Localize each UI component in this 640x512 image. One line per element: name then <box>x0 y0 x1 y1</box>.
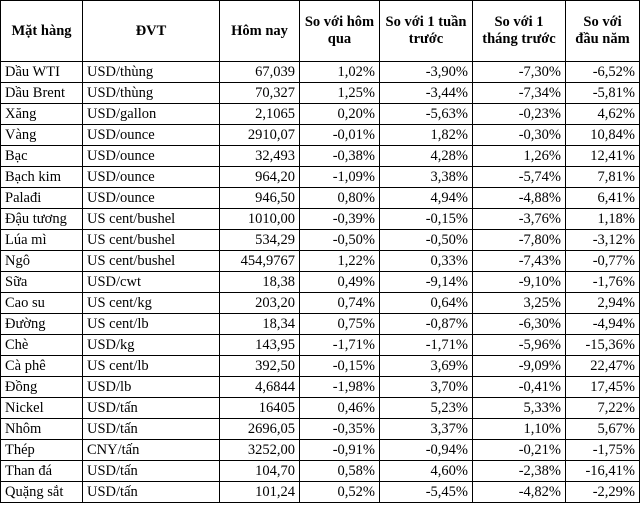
cell-vs-month: -7,34% <box>473 83 566 104</box>
cell-vs-yesterday: -0,91% <box>300 440 380 461</box>
cell-unit: USD/thùng <box>83 62 220 83</box>
cell-unit: CNY/tấn <box>83 440 220 461</box>
cell-unit: USD/cwt <box>83 272 220 293</box>
header-vs-week: So với 1 tuần trước <box>380 1 473 62</box>
table-row <box>1 146 640 167</box>
cell-vs-week: 4,28% <box>380 146 473 167</box>
cell-vs-month: -0,23% <box>473 104 566 125</box>
cell-unit: USD/ounce <box>83 125 220 146</box>
cell-commodity: Dầu WTI <box>1 62 83 83</box>
cell-unit: USD/ounce <box>83 146 220 167</box>
cell-vs-month: -9,09% <box>473 356 566 377</box>
cell-commodity: Than đá <box>1 461 83 482</box>
cell-commodity: Ngô <box>1 251 83 272</box>
cell-today: 67,039 <box>220 62 300 83</box>
cell-vs-week: -0,87% <box>380 314 473 335</box>
cell-commodity: Đường <box>1 314 83 335</box>
table-body <box>1 62 640 503</box>
cell-vs-month: -7,30% <box>473 62 566 83</box>
cell-today: 203,20 <box>220 293 300 314</box>
cell-today: 104,70 <box>220 461 300 482</box>
cell-unit: USD/kg <box>83 335 220 356</box>
cell-vs-year-start: 17,45% <box>566 377 640 398</box>
cell-vs-yesterday: 0,52% <box>300 482 380 503</box>
cell-vs-year-start: -3,12% <box>566 230 640 251</box>
table-row <box>1 230 640 251</box>
cell-vs-week: 0,64% <box>380 293 473 314</box>
cell-unit: USD/gallon <box>83 104 220 125</box>
table-row <box>1 335 640 356</box>
cell-today: 392,50 <box>220 356 300 377</box>
cell-vs-year-start: -4,94% <box>566 314 640 335</box>
cell-vs-year-start: 1,18% <box>566 209 640 230</box>
cell-today: 2,1065 <box>220 104 300 125</box>
table-row <box>1 125 640 146</box>
cell-commodity: Bạch kim <box>1 167 83 188</box>
cell-vs-week: -0,50% <box>380 230 473 251</box>
cell-commodity: Chè <box>1 335 83 356</box>
header-vs-yesterday: So với hôm qua <box>300 1 380 62</box>
cell-vs-year-start: -1,75% <box>566 440 640 461</box>
table-row <box>1 482 640 503</box>
cell-vs-month: -3,76% <box>473 209 566 230</box>
cell-vs-year-start: 7,22% <box>566 398 640 419</box>
cell-vs-year-start: -15,36% <box>566 335 640 356</box>
cell-vs-yesterday: -0,38% <box>300 146 380 167</box>
cell-vs-month: 3,25% <box>473 293 566 314</box>
cell-vs-year-start: -5,81% <box>566 83 640 104</box>
cell-vs-yesterday: -0,39% <box>300 209 380 230</box>
cell-unit: USD/ounce <box>83 167 220 188</box>
cell-vs-month: 1,26% <box>473 146 566 167</box>
cell-vs-yesterday: 0,46% <box>300 398 380 419</box>
header-today: Hôm nay <box>220 1 300 62</box>
cell-unit: USD/ounce <box>83 188 220 209</box>
cell-vs-week: -5,63% <box>380 104 473 125</box>
cell-vs-yesterday: 0,58% <box>300 461 380 482</box>
cell-vs-week: -5,45% <box>380 482 473 503</box>
cell-vs-week: 3,38% <box>380 167 473 188</box>
table-row <box>1 272 640 293</box>
cell-today: 18,38 <box>220 272 300 293</box>
header-vs-month: So với 1 tháng trước <box>473 1 566 62</box>
cell-vs-month: 5,33% <box>473 398 566 419</box>
table-row <box>1 461 640 482</box>
cell-vs-week: -9,14% <box>380 272 473 293</box>
cell-vs-month: -4,88% <box>473 188 566 209</box>
cell-commodity: Dầu Brent <box>1 83 83 104</box>
cell-unit: US cent/kg <box>83 293 220 314</box>
cell-vs-year-start: -2,29% <box>566 482 640 503</box>
cell-today: 32,493 <box>220 146 300 167</box>
table-row <box>1 377 640 398</box>
cell-vs-yesterday: -1,71% <box>300 335 380 356</box>
cell-unit: USD/tấn <box>83 482 220 503</box>
cell-vs-month: -0,41% <box>473 377 566 398</box>
cell-vs-week: 5,23% <box>380 398 473 419</box>
cell-unit: US cent/lb <box>83 314 220 335</box>
cell-vs-month: -6,30% <box>473 314 566 335</box>
cell-today: 18,34 <box>220 314 300 335</box>
cell-vs-year-start: 2,94% <box>566 293 640 314</box>
cell-vs-week: -1,71% <box>380 335 473 356</box>
cell-unit: USD/tấn <box>83 461 220 482</box>
cell-vs-year-start: -1,76% <box>566 272 640 293</box>
cell-vs-month: -4,82% <box>473 482 566 503</box>
cell-today: 534,29 <box>220 230 300 251</box>
cell-vs-week: 4,94% <box>380 188 473 209</box>
cell-today: 454,9767 <box>220 251 300 272</box>
table-row <box>1 440 640 461</box>
cell-today: 2910,07 <box>220 125 300 146</box>
cell-vs-year-start: 5,67% <box>566 419 640 440</box>
cell-vs-week: -3,90% <box>380 62 473 83</box>
cell-vs-yesterday: 1,02% <box>300 62 380 83</box>
cell-unit: USD/lb <box>83 377 220 398</box>
cell-vs-yesterday: -0,15% <box>300 356 380 377</box>
header-vs-year-start: So với đầu năm <box>566 1 640 62</box>
cell-vs-yesterday: 0,49% <box>300 272 380 293</box>
cell-vs-yesterday: 0,80% <box>300 188 380 209</box>
cell-commodity: Xăng <box>1 104 83 125</box>
cell-commodity: Đậu tương <box>1 209 83 230</box>
table-row <box>1 419 640 440</box>
cell-today: 964,20 <box>220 167 300 188</box>
cell-today: 1010,00 <box>220 209 300 230</box>
cell-vs-month: -2,38% <box>473 461 566 482</box>
cell-today: 16405 <box>220 398 300 419</box>
cell-unit: USD/tấn <box>83 419 220 440</box>
cell-commodity: Quặng sắt <box>1 482 83 503</box>
table-row <box>1 251 640 272</box>
cell-vs-year-start: -6,52% <box>566 62 640 83</box>
cell-vs-year-start: -16,41% <box>566 461 640 482</box>
cell-unit: USD/thùng <box>83 83 220 104</box>
header-commodity: Mặt hàng <box>1 1 83 62</box>
cell-vs-week: 4,60% <box>380 461 473 482</box>
cell-vs-week: 0,33% <box>380 251 473 272</box>
cell-vs-week: 3,69% <box>380 356 473 377</box>
cell-vs-yesterday: 1,25% <box>300 83 380 104</box>
cell-commodity: Vàng <box>1 125 83 146</box>
cell-commodity: Sữa <box>1 272 83 293</box>
table-row <box>1 314 640 335</box>
table-row <box>1 104 640 125</box>
cell-today: 70,327 <box>220 83 300 104</box>
cell-vs-month: -0,30% <box>473 125 566 146</box>
cell-vs-month: -9,10% <box>473 272 566 293</box>
cell-vs-month: -0,21% <box>473 440 566 461</box>
table-row <box>1 83 640 104</box>
cell-vs-month: -5,96% <box>473 335 566 356</box>
table-row <box>1 62 640 83</box>
cell-vs-year-start: 22,47% <box>566 356 640 377</box>
table-row <box>1 188 640 209</box>
header-unit: ĐVT <box>83 1 220 62</box>
cell-vs-week: 3,37% <box>380 419 473 440</box>
table-row <box>1 293 640 314</box>
cell-commodity: Bạc <box>1 146 83 167</box>
cell-commodity: Nhôm <box>1 419 83 440</box>
cell-vs-year-start: 10,84% <box>566 125 640 146</box>
cell-commodity: Cao su <box>1 293 83 314</box>
cell-today: 2696,05 <box>220 419 300 440</box>
cell-vs-yesterday: -1,09% <box>300 167 380 188</box>
cell-unit: USD/tấn <box>83 398 220 419</box>
cell-vs-yesterday: -1,98% <box>300 377 380 398</box>
cell-commodity: Lúa mì <box>1 230 83 251</box>
cell-unit: US cent/lb <box>83 356 220 377</box>
cell-vs-yesterday: -0,35% <box>300 419 380 440</box>
cell-vs-week: -3,44% <box>380 83 473 104</box>
cell-vs-week: -0,94% <box>380 440 473 461</box>
cell-vs-month: -7,80% <box>473 230 566 251</box>
cell-vs-yesterday: -0,01% <box>300 125 380 146</box>
cell-vs-year-start: 6,41% <box>566 188 640 209</box>
cell-commodity: Đồng <box>1 377 83 398</box>
cell-commodity: Cà phê <box>1 356 83 377</box>
cell-today: 101,24 <box>220 482 300 503</box>
cell-today: 4,6844 <box>220 377 300 398</box>
cell-vs-month: -5,74% <box>473 167 566 188</box>
cell-vs-week: 3,70% <box>380 377 473 398</box>
cell-today: 3252,00 <box>220 440 300 461</box>
table-row <box>1 167 640 188</box>
table-row <box>1 356 640 377</box>
cell-commodity: Palađi <box>1 188 83 209</box>
cell-vs-yesterday: -0,50% <box>300 230 380 251</box>
cell-vs-week: -0,15% <box>380 209 473 230</box>
cell-unit: US cent/bushel <box>83 209 220 230</box>
cell-vs-month: 1,10% <box>473 419 566 440</box>
cell-vs-month: -7,43% <box>473 251 566 272</box>
cell-commodity: Thép <box>1 440 83 461</box>
cell-vs-yesterday: 0,20% <box>300 104 380 125</box>
cell-vs-year-start: 4,62% <box>566 104 640 125</box>
cell-unit: US cent/bushel <box>83 230 220 251</box>
cell-vs-year-start: 7,81% <box>566 167 640 188</box>
cell-vs-yesterday: 0,74% <box>300 293 380 314</box>
cell-today: 946,50 <box>220 188 300 209</box>
cell-vs-year-start: -0,77% <box>566 251 640 272</box>
cell-today: 143,95 <box>220 335 300 356</box>
table-row <box>1 398 640 419</box>
cell-vs-week: 1,82% <box>380 125 473 146</box>
cell-commodity: Nickel <box>1 398 83 419</box>
cell-vs-yesterday: 0,75% <box>300 314 380 335</box>
cell-vs-year-start: 12,41% <box>566 146 640 167</box>
table-row <box>1 209 640 230</box>
cell-unit: US cent/bushel <box>83 251 220 272</box>
header-row <box>1 1 640 62</box>
table-header <box>1 1 640 62</box>
cell-vs-yesterday: 1,22% <box>300 251 380 272</box>
